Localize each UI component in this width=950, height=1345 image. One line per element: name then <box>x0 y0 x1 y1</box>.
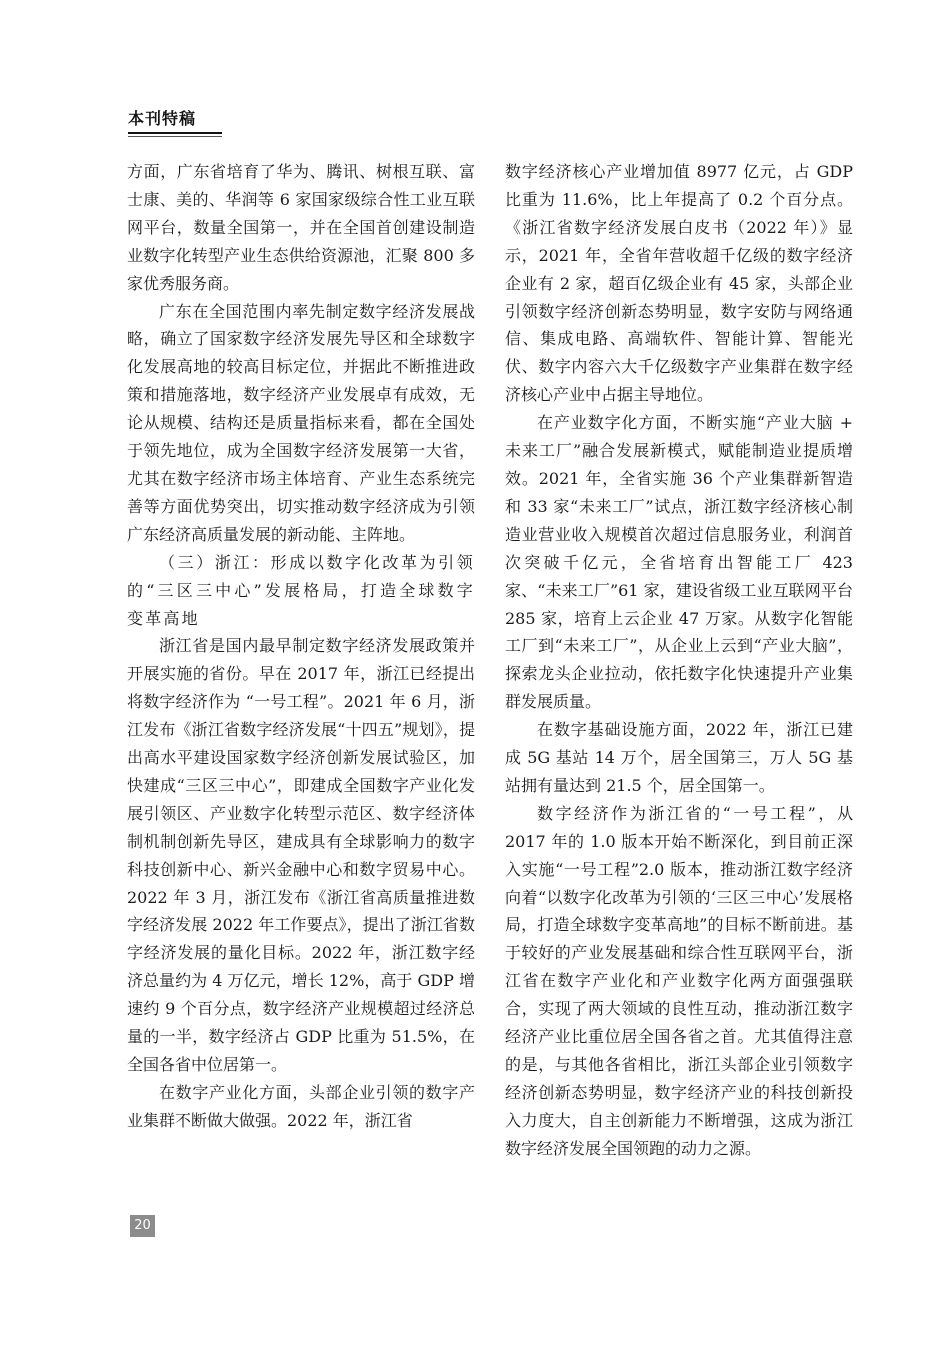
paragraph: 在数字产业化方面，头部企业引领的数字产业集群不断做大做强。2022 年，浙江省 <box>127 1082 475 1130</box>
section-subheading: （三）浙江：形成以数字化改革为引领的“三区三中心”发展格局，打造全球数字变革高地 <box>127 552 475 628</box>
paragraph: 方面，广东省培育了华为、腾讯、树根互联、富士康、美的、华润等 6 家国家级综合性工业互联网平台，数量全国第一，并在全国首创建设制造业数字化转型产业生态供给资源池，汇聚 800 多家优秀服务商。 <box>127 162 475 293</box>
header-rule-thin <box>128 136 222 137</box>
paragraph: 浙江省是国内最早制定数字经济发展政策并开展实施的省份。早在 2017 年，浙江已经提出将数字经济作为 “一号工程”。2021 年 6 月，浙江发布《浙江省数字经济发展“十四五”规划》，提出高水平建设国家数字经济创新发展试验区，加快建成“三区三中心”，即建成全国数字产业化发展引领区、产业数字化转型示范区、数字经济体制机制创新先导区，建成具有全球影响力的数字科技创新中心、新兴金融中心和数字贸易中心。2022 年 3 月，浙江发布《浙江省高质量推进数字经济发展 2022 年工作要点》，提出了浙江省数字经济发展的量化目标。2022 年，浙江数字经济总量约为 4 万亿元，增长 12%，高于 GDP 增速约 9 个百分点，数字经济产业规模超过经济总量的一半，数字经济占 GDP 比重为 51.5%，在全国各省中位居第一。 <box>127 636 475 1074</box>
paragraph: 数字经济作为浙江省的“一号工程”，从 2017 年的 1.0 版本开始不断深化，到目前正深入实施“一号工程”2.0 版本，推动浙江数字经济向着“以数字化改革为引领的‘三区三中心’发展格局，打造全球数字变革高地”的目标不断前进。基于较好的产业发展基础和综合性互联网平台，浙江省在数字产业化和产业数字化两方面强强联合，实现了两大领域的良性互动，推动浙江数字经济产业比重位居全国各省之首。尤其值得注意的是，与其他各省相比，浙江头部企业引领数字经济创新态势明显，数字经济产业的科技创新投入力度大，自主创新能力不断增强，这成为浙江数字经济发展全国领跑的动力之源。 <box>505 803 853 1158</box>
paragraph: 数字经济核心产业增加值 8977 亿元，占 GDP 比重为 11.6%，比上年提高了 0.2 个百分点。《浙江省数字经济发展白皮书（2022 年）》显示，2021 年，全省年营收超千亿级的数字经济企业有 2 家，超百亿级企业有 45 家，头部企业引领数字经济创新态势明显，数字安防与网络通信、集成电路、高端软件、智能计算、智能光伏、数字内容六大千亿级数字产业集群在数字经济核心产业中占据主导地位。 <box>505 162 853 405</box>
left-column <box>127 158 475 1135</box>
page-number: 20 <box>130 1215 155 1237</box>
paragraph: 广东在全国范围内率先制定数字经济发展战略，确立了国家数字经济发展先导区和全球数字化发展高地的较高目标定位，并据此不断推进政策和措施落地，数字经济产业发展卓有成效，无论从规模、结构还是质量指标来看，都在全国处于领先地位，成为全国数字经济发展第一大省，尤其在数字经济市场主体培育、产业生态系统完善等方面优势突出，切实推动数字经济成为引领广东经济高质量发展的新动能、主阵地。 <box>127 301 475 544</box>
paragraph: 在产业数字化方面，不断实施“产业大脑 + 未来工厂”融合发展新模式，赋能制造业提质增效。2021 年，全省实施 36 个产业集群新智造和 33 家“未来工厂”试点，浙江数字经济核心制造业营业收入规模首次超过信息服务业，利润首次突破千亿元，全省培育出智能工厂 423 家、“未来工厂”61 家，建设省级工业互联网平台 285 家，培育上云企业 47 万家。从数字化智能工厂到“未来工厂”，从企业上云到“产业大脑”，探索龙头企业拉动，依托数字化快速提升产业集群发展质量。 <box>505 413 853 712</box>
right-column <box>505 158 853 1163</box>
paragraph: 在数字基础设施方面，2022 年，浙江已建成 5G 基站 14 万个，居全国第三，万人 5G 基站拥有量达到 21.5 个，居全国第一。 <box>505 720 853 795</box>
section-header: 本刊特稿 <box>128 109 197 128</box>
header-rule <box>128 132 222 134</box>
